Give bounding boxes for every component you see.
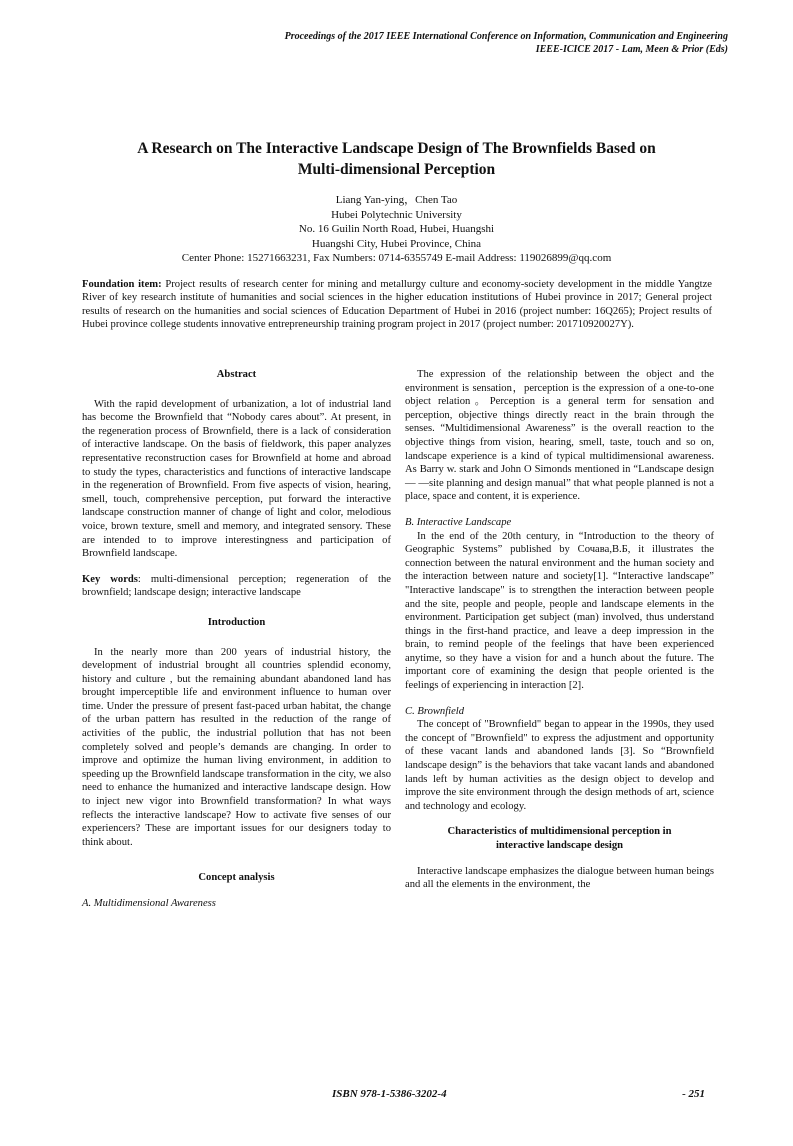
keywords-label: Key words (82, 573, 138, 585)
keywords-text: : multi-dimensional perception; regeneration of the brownfield; landscape design; interactive landscape (82, 573, 391, 599)
page-number: - 251 (682, 1088, 705, 1100)
paper-title (80, 138, 713, 180)
editors-line: IEEE-ICICE 2017 - Lam, Meen & Prior (Eds) (535, 44, 728, 55)
author-block (80, 193, 713, 266)
right-column (405, 368, 714, 892)
keywords (82, 573, 391, 600)
introduction-text: In the nearly more than 200 years of industrial history, the development of industrial brought all countries splendid economy, history and culture , but the remaining abundant abandoned land has brought imperceptible life and environment influence to human over time. Under the pressure of present fast-paced urban habitat, the change of the urban pattern has resulted in the reduction of the range of activities of the public, the industrial pollution that has not been completely solved and people’s demands are changing. In order to improve and optimize the human living environment, in addition to speeding up the Brownfield landscape transformation in the city, we also need to enhance the humanized and interactive landscape design. How to inject new vigor into Brownfield transformation? In what ways reflects the interactive landscape? How to activate five senses of our experiencers? These are important issues for our designers today to think about. (82, 646, 391, 848)
subsection-b-heading: B. Interactive Landscape (405, 516, 512, 528)
foundation-item (82, 278, 712, 332)
subsection-c-heading: C. Brownfield (405, 705, 465, 717)
characteristics-heading-line-1: Characteristics of multidimensional perception in (447, 826, 672, 838)
isbn-footer: ISBN 978-1-5386-3202-4 (332, 1088, 447, 1100)
address-line-1: No. 16 Guilin North Road, Hubei, Huangshi (298, 223, 495, 235)
brownfield-paragraph: The concept of "Brownfield" began to appear in the 1990s, they used the concept of "Brownfield" to express the adjustment and opportunity of these vacant lands and abandoned lands [3]. So “Brownfield landscape design” is the behaviors that take vacant lands and abandoned lands left by human activities as the design object to develop and improve the site environment through the design methods of art, science and technology and ecology. (405, 719, 714, 812)
abstract-heading: Abstract (216, 369, 257, 380)
author-names: Liang Yan-ying，Chen Tao (335, 194, 458, 206)
introduction-heading: Introduction (207, 616, 266, 628)
proceedings-line: Proceedings of the 2017 IEEE International Conference on Information, Communication and Engineering (284, 31, 728, 42)
characteristics-heading-line-2: interactive landscape design (495, 840, 624, 851)
contact-line: Center Phone: 15271663231, Fax Numbers: 0714-6355749 E-mail Address: 119026899@qq.com (181, 252, 612, 264)
subsection-a-heading: A. Multidimensional Awareness (82, 898, 216, 909)
characteristics-paragraph: Interactive landscape emphasizes the dialogue between human beings and all the elements in the environment, the (405, 865, 714, 891)
foundation-label: Foundation item: (82, 279, 162, 290)
title-line-1: A Research on The Interactive Landscape Design of The Brownfields Based on (137, 140, 656, 157)
left-column (82, 368, 391, 911)
proceedings-header (285, 30, 728, 56)
perception-paragraph: The expression of the relationship between the object and the environment is sensation，perception is the expression of a one-to-one object relation。Perception is a general term for sensation and perception, objective things directly react in the brain through the senses. “Multidimensional Awareness” is the overall reaction to the objective things from vision, hearing, smell, taste, touch and so on, landscape experience is a kind of typical multidimensional awareness. As Barry w. stark and John O Simonds mentioned in “Landscape design— —site planning and design manual” that what people planned is not a place, space and content, it is experience. (405, 369, 714, 503)
interactive-landscape-paragraph: In the end of the 20th century, in “Introduction to the theory of Geographic Systems” published by Сочава,В.Б, it illustrates the connection between the natural environment and the human society and the interaction between nature and society[1]. “Interactive landscape” "Interactive landscape" is to strengthen the interaction between people and the site, people and people, people and landscape elements in the environment. Participation get subject (man) involved, thus understand things in the first-hand practice, and leave a deep impression in the brain, to remind people of the feelings that have been experienced anytime, so they have a vision for and a hunch about the future. The important core of examining the design that people oriented is the feelings of experiencing in interaction [2]. (405, 530, 714, 692)
abstract-text: With the rapid development of urbanization, a lot of industrial land has become the Brownfield that “Nobody cares about”. At present, in the regeneration process of Brownfield, there is a lack of consideration of interactive landscape. On the basis of fieldwork, this paper analyzes representative reconstruction cases for Brownfield at home and abroad to study the types, characteristics and functions of interactive landscape in the regeneration of Brownfield. From five aspects of vision, hearing, smell, touch, comprehensive perception, put forward the interactive landscape construction manner of change of light and color, melodious voice, brown texture, smell and memory, and integrated sensory. These are intended to to improve interestingness and participation of Brownfield landscape. (82, 398, 391, 560)
affiliation: Hubei Polytechnic University (331, 208, 462, 221)
address-line-2: Huangshi City, Hubei Province, China (311, 237, 482, 250)
characteristics-heading (405, 825, 714, 852)
title-line-2: Multi-dimensional Perception (297, 161, 496, 178)
concept-analysis-heading: Concept analysis (198, 872, 275, 884)
foundation-text: Project results of research center for mining and metallurgy culture and economy-society development in the middle Yangtze River of key research institute of humanities and social sciences in the higher education institutions of Hubei province in 2017; General project results of research on the humanities and social sciences of Education Department of Hubei in 2016 (project number: 16Q265); Project results of Hubei province college students innovative entrepreneurship training program project in 2017 (project number: 201710920027Y). (82, 279, 712, 331)
